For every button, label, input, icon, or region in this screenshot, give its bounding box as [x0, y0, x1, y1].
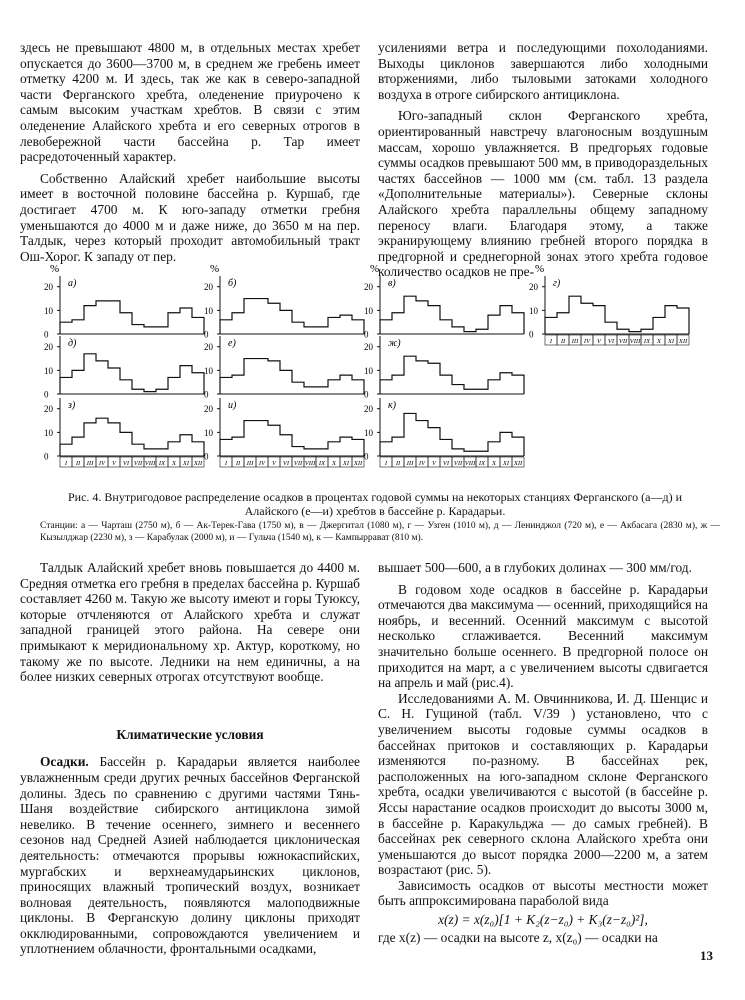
bar-IV: [256, 421, 268, 456]
month-label: II: [560, 338, 566, 345]
month-label: XII: [678, 338, 688, 345]
month-label: III: [406, 460, 414, 467]
bar-III: [84, 306, 96, 334]
bar-VII: [132, 444, 144, 456]
bar-V: [593, 306, 605, 334]
bar-X: [328, 442, 340, 456]
bar-VIII: [144, 327, 156, 334]
bar-VI: [440, 439, 452, 456]
month-label: I: [64, 460, 68, 467]
month-label: VII: [133, 460, 143, 467]
bar-IX: [316, 327, 328, 334]
bar-VIII: [304, 449, 316, 456]
y-tick-label: 10: [204, 365, 213, 376]
bar-V: [268, 303, 280, 334]
y-tick-label: 20: [364, 342, 373, 353]
month-label: V: [597, 338, 601, 345]
bar-XI: [340, 375, 352, 394]
bar-IV: [96, 361, 108, 394]
bar-II: [392, 375, 404, 394]
bar-III: [244, 421, 256, 456]
bar-II: [392, 437, 404, 456]
month-label: VIII: [464, 460, 476, 467]
series-step-line: [220, 299, 364, 334]
y-tick-label: 0: [44, 389, 49, 400]
paragraph: Юго-западный склон Ферганского хребта, ориентированный навстречу влагоносным воздушным массам, хорошо увлажняется. В предгорьях годовые суммы осадков превышают 500 мм, в приводораздельных частях бассейнов — 1000 мм (см. табл. 13 раздела «Дополнительные материалы»). Северные склоны Алайского хребта параллельны общему западному переносу влаги. Благодаря этому, а также экранирующему влиянию гребней второго порядка в предгорной и среднегорной зонах этого хребта годовое количество осадков не пре-: [378, 108, 708, 280]
text-column-4: [378, 560, 708, 945]
bar-I: [545, 317, 557, 334]
bar-VI: [120, 432, 132, 456]
y-tick-label: 20: [204, 282, 213, 293]
bar-XII: [352, 439, 364, 456]
bar-X: [488, 442, 500, 456]
bar-IV: [581, 303, 593, 334]
y-tick-label: 20: [529, 282, 538, 293]
month-label: XI: [342, 460, 350, 467]
month-label: XII: [193, 460, 203, 467]
bar-IX: [316, 387, 328, 394]
bar-III: [244, 299, 256, 334]
paragraph: Собственно Алайский хребет наибольшие высоты имеет в восточной половине бассейна р. Куршаб, где достигает 4700 м. К юго-западу отметки гребня уменьшаются до 4000 м и даже ниже, до 3650 м на пер. Талдык, через который проходит автомобильный тракт Ош-Хорог. К западу от пер.: [20, 170, 360, 264]
page-number: 13: [700, 948, 713, 963]
bar-XI: [180, 435, 192, 456]
bar-XII: [192, 373, 204, 394]
bar-IX: [476, 329, 488, 334]
bar-I: [60, 377, 72, 394]
paragraph: здесь не превышают 4800 м, в отдельных местах хребет опускается до 3600—3700 м, в среднем же гребень имеет отметку 4200 м. И здесь, так же как в северо-западной части Ферганского хребта, оледенение приурочено к самым высоким участкам хребтов. В связи с этим оледенение Алайского хребта и его северных отрогов в левобережной части бассейна р. Тар имеет расредоточенный характер.: [20, 40, 360, 165]
month-label: VI: [607, 338, 615, 345]
month-label: VI: [442, 460, 450, 467]
series-step-line: [220, 359, 364, 394]
y-tick-label: 20: [44, 404, 53, 415]
section-heading: Климатические условия: [116, 726, 264, 742]
bar-IX: [641, 329, 653, 334]
y-tick-label: 0: [44, 451, 49, 462]
y-tick-label: 20: [364, 404, 373, 415]
month-label: X: [492, 460, 496, 467]
month-label: VII: [293, 460, 303, 467]
bar-VI: [440, 320, 452, 334]
bar-II: [232, 437, 244, 456]
bar-IX: [476, 389, 488, 394]
bar-XI: [340, 315, 352, 334]
bar-I: [60, 444, 72, 456]
bar-XII: [512, 375, 524, 394]
bar-I: [220, 320, 232, 334]
month-label: II: [75, 460, 81, 467]
month-label: X: [172, 460, 176, 467]
bar-IX: [316, 449, 328, 456]
month-label: III: [246, 460, 254, 467]
bar-X: [488, 380, 500, 394]
bar-III: [569, 296, 581, 334]
bar-XI: [500, 306, 512, 334]
bar-VI: [280, 310, 292, 334]
text-column-3: [20, 560, 360, 957]
y-tick-label: 10: [44, 365, 53, 376]
bar-VI: [120, 313, 132, 334]
y-axis-unit-label: %: [370, 263, 380, 275]
paragraph: [20, 754, 360, 957]
y-tick-label: 20: [204, 404, 213, 415]
formula: x(z) = x(z₀)[1 + K₂(z−z₀) + K₃(z−z₀)²],: [438, 912, 648, 928]
y-tick-label: 10: [364, 427, 373, 438]
month-label: XII: [513, 460, 523, 467]
series-step-line: [60, 301, 204, 334]
y-tick-label: 10: [364, 305, 373, 316]
bar-IV: [416, 361, 428, 394]
bar-III: [244, 359, 256, 394]
y-tick-label: 0: [204, 389, 209, 400]
y-tick-label: 20: [44, 282, 53, 293]
bar-I: [60, 322, 72, 334]
bar-VII: [292, 322, 304, 334]
text-column-1: [20, 40, 360, 264]
bar-II: [72, 370, 84, 394]
panel-label: а): [68, 278, 77, 289]
series-step-line: [380, 296, 524, 334]
paragraph-body: Бассейн р. Карадарьи является наиболее увлажненным среди других речных бассейнов Ферганской долины. Здесь по сравнению с другими частями Тянь-Шаня воздействие сибирского антициклона зимой невелико. В течение осеннего, зимнего и весеннего сезонов над Средней Азией наблюдается циклоническая деятельность: отмечаются прорывы южнокаспийских, мургабских и верхнеамударьинских циклонов, приносящих влажный тропический воздух, возникает волновая деятельность, появляются малоподвижные циклоны. В Ферганскую долину циклоны приходят окклюдированными, сопровождаются увеличением и уплотнением облачности, фронтальными осадками,: [20, 754, 360, 957]
month-label: IX: [643, 338, 651, 345]
bar-V: [428, 428, 440, 456]
month-label: IX: [318, 460, 326, 467]
bar-V: [108, 301, 120, 334]
month-label: III: [86, 460, 94, 467]
bar-V: [268, 361, 280, 394]
y-tick-label: 10: [44, 427, 53, 438]
panel-label: в): [388, 278, 396, 289]
panel-label: к): [388, 400, 397, 411]
bar-X: [168, 313, 180, 334]
precipitation-chart: [30, 262, 710, 482]
month-label: VII: [618, 338, 628, 345]
bar-IX: [476, 451, 488, 456]
bar-XI: [665, 306, 677, 334]
month-label: IV: [418, 460, 426, 467]
bar-VII: [452, 449, 464, 456]
panel-label: б): [228, 278, 237, 289]
month-label: I: [384, 460, 388, 467]
bar-VII: [292, 382, 304, 394]
panel-label: з): [68, 400, 76, 411]
paragraph: Зависимость осадков от высоты местности может быть аппроксимирована параболой вида: [378, 877, 708, 909]
bar-III: [84, 423, 96, 456]
bar-II: [72, 437, 84, 456]
paragraph: усилениями ветра и последующими похолоданиями. Выходы циклонов завершаются либо холодными вторжениями, либо тыловыми затоками холодного воздуха в отроге сибирского антициклона.: [378, 40, 708, 102]
bar-XI: [340, 437, 352, 456]
bar-VII: [452, 327, 464, 334]
month-label: I: [549, 338, 553, 345]
month-label: IX: [158, 460, 166, 467]
month-label: XII: [353, 460, 363, 467]
month-label: III: [571, 338, 579, 345]
y-tick-label: 20: [44, 342, 53, 353]
month-label: IV: [583, 338, 591, 345]
bar-VI: [605, 322, 617, 334]
month-label: I: [224, 460, 228, 467]
bar-IX: [156, 327, 168, 334]
month-label: XI: [502, 460, 510, 467]
bar-XII: [512, 437, 524, 456]
month-label: XI: [182, 460, 190, 467]
bar-VIII: [304, 327, 316, 334]
month-label: VI: [122, 460, 130, 467]
bar-V: [428, 363, 440, 394]
series-step-line: [545, 296, 689, 334]
bar-II: [232, 313, 244, 334]
month-label: X: [657, 338, 661, 345]
y-tick-label: 20: [204, 342, 213, 353]
bar-IV: [416, 421, 428, 456]
month-label: VI: [282, 460, 290, 467]
bar-VIII: [144, 449, 156, 456]
bar-XII: [512, 313, 524, 334]
month-label: V: [272, 460, 276, 467]
y-tick-label: 0: [364, 329, 369, 340]
bar-X: [328, 380, 340, 394]
month-label: VIII: [629, 338, 641, 345]
paragraph: Исследованиями А. М. Овчинникова, И. Д. Шенцис и С. Н. Гущиной (табл. V/39 ) установлено, что с увеличением высоты годовые суммы осадков в бассейнах притоков и составляющих р. Карадарьи изменяются по-разному. В бассейнах рек, расположенных на юго-западном склоне Ферганского хребта, осадки увеличиваются с высотой (в бассейне р. Яссы нарастание осадков происходит до высоты 3000 м, в бассейне р. Каракульджа — до самых гребней). В бассейнах рек северного склона Алайского хребта они уменьшаются до высот порядка 2000—2200 м, а затем возрастают (рис. 5).: [378, 690, 708, 878]
bar-X: [168, 377, 180, 394]
bar-XII: [192, 317, 204, 334]
month-label: IV: [98, 460, 106, 467]
panel-label: д): [68, 338, 77, 349]
bar-I: [220, 377, 232, 394]
y-tick-label: 10: [44, 305, 53, 316]
bar-II: [232, 375, 244, 394]
bar-X: [328, 317, 340, 334]
bar-VIII: [464, 451, 476, 456]
bar-III: [404, 296, 416, 334]
bar-XI: [500, 432, 512, 456]
y-axis-unit-label: %: [535, 263, 545, 275]
y-tick-label: 0: [364, 389, 369, 400]
y-tick-label: 0: [44, 329, 49, 340]
series-step-line: [60, 418, 204, 456]
month-label: IV: [258, 460, 266, 467]
y-axis-unit-label: %: [210, 263, 220, 275]
bar-III: [404, 356, 416, 394]
figure-caption: Рис. 4. Внутригодовое распределение осадков в процентах годовой суммы на некоторых станциях Ферганского (а—д) и Алайского (е—и) хребтов в бассейне р. Карадарьи.: [68, 490, 682, 518]
y-tick-label: 0: [204, 329, 209, 340]
bar-V: [108, 368, 120, 394]
bar-VII: [132, 325, 144, 334]
y-tick-label: 10: [364, 365, 373, 376]
bar-I: [220, 439, 232, 456]
bar-IX: [156, 389, 168, 394]
bar-XI: [180, 308, 192, 334]
month-label: VII: [453, 460, 463, 467]
panel-label: и): [228, 400, 237, 411]
y-axis-unit-label: %: [50, 263, 60, 275]
bar-XII: [192, 442, 204, 456]
bar-XII: [352, 320, 364, 334]
month-label: II: [235, 460, 241, 467]
bar-VII: [132, 389, 144, 394]
paragraph: В годовом ходе осадков в бассейне р. Карадарьи отмечаются два максимума — осенний, приходящийся на ноябрь, и весенний. Осенний максимум с высотой несколько сглаживается. Весенний максимум значительно больше осеннего. В предгорной полосе он приходится на март, а с увеличением высоты сдвигается на апрель и май (рис.4).: [378, 581, 708, 691]
panel-label: е): [228, 338, 236, 349]
bar-VI: [120, 380, 132, 394]
month-label: VIII: [304, 460, 316, 467]
bar-IV: [256, 359, 268, 394]
bar-IV: [96, 418, 108, 456]
bar-VII: [617, 329, 629, 334]
y-tick-label: 10: [204, 427, 213, 438]
y-tick-label: 0: [364, 451, 369, 462]
bar-II: [392, 313, 404, 334]
paragraph: Талдык Алайский хребет вновь повышается до 4400 м. Средняя отметка его гребня в пределах бассейна р. Куршаб составляет 4260 м. Такую же высоту имеют и горы Туюксу, которые отчленяются от Алайского хребта и служат западной границей этого района. На севере они примыкают к меридиональному хр. Актур, короткому, но такому же по высоте. Ледники на нем единичны, а на более низких северных отрогах отсутствуют вообще.: [20, 560, 360, 685]
bar-I: [380, 380, 392, 394]
month-label: V: [112, 460, 116, 467]
paragraph-lead: Осадки.: [40, 754, 89, 770]
series-step-line: [380, 356, 524, 394]
bar-II: [72, 320, 84, 334]
bar-IX: [156, 449, 168, 456]
series-step-line: [220, 421, 364, 456]
bar-X: [488, 315, 500, 334]
month-label: V: [432, 460, 436, 467]
bar-XI: [180, 366, 192, 394]
bar-VII: [452, 385, 464, 394]
panel-label: ж): [388, 338, 401, 349]
text-column-2: [378, 40, 708, 280]
y-tick-label: 10: [529, 305, 538, 316]
series-step-line: [380, 413, 524, 456]
bar-II: [557, 313, 569, 334]
bar-IV: [416, 301, 428, 334]
bar-III: [404, 413, 416, 456]
bar-XII: [677, 308, 689, 334]
bar-VIII: [464, 389, 476, 394]
month-label: IX: [478, 460, 486, 467]
figure-stations-legend: Станции: а — Чарташ (2750 м), б — Ак-Терек-Гава (1750 м), в — Джергитал (1080 м), г — Узген (1010 м), д — Ленинджол (720 м), е — Акбасага (2830 м), ж — Кызылджар (2230 м), з — Карабулак (2000 м), и — Гульча (1540 м), к — Кампыррават (810 м).: [40, 521, 720, 543]
month-label: X: [332, 460, 336, 467]
bar-I: [380, 320, 392, 334]
bar-IV: [256, 299, 268, 334]
bar-I: [380, 442, 392, 456]
series-step-line: [60, 354, 204, 394]
bar-IV: [96, 301, 108, 334]
bar-XI: [500, 373, 512, 394]
bar-XII: [352, 380, 364, 394]
bar-V: [108, 423, 120, 456]
bar-VI: [440, 375, 452, 394]
bar-VIII: [304, 387, 316, 394]
month-label: VIII: [144, 460, 156, 467]
bar-VI: [280, 370, 292, 394]
paragraph: где x(z) — осадки на высоте z, x(z₀) — осадки на: [378, 929, 658, 945]
y-tick-label: 20: [364, 282, 373, 293]
y-tick-label: 0: [204, 451, 209, 462]
bar-X: [168, 442, 180, 456]
bar-X: [653, 317, 665, 334]
bar-VI: [280, 435, 292, 456]
paragraph: вышает 500—600, а в глубоких долинах — 300 мм/год.: [378, 560, 692, 575]
y-tick-label: 0: [529, 329, 534, 340]
bar-III: [84, 354, 96, 394]
month-label: II: [395, 460, 401, 467]
bar-V: [268, 425, 280, 456]
bar-V: [428, 306, 440, 334]
panel-label: г): [553, 278, 561, 289]
month-label: XI: [667, 338, 675, 345]
y-tick-label: 10: [204, 305, 213, 316]
bar-VII: [292, 447, 304, 456]
